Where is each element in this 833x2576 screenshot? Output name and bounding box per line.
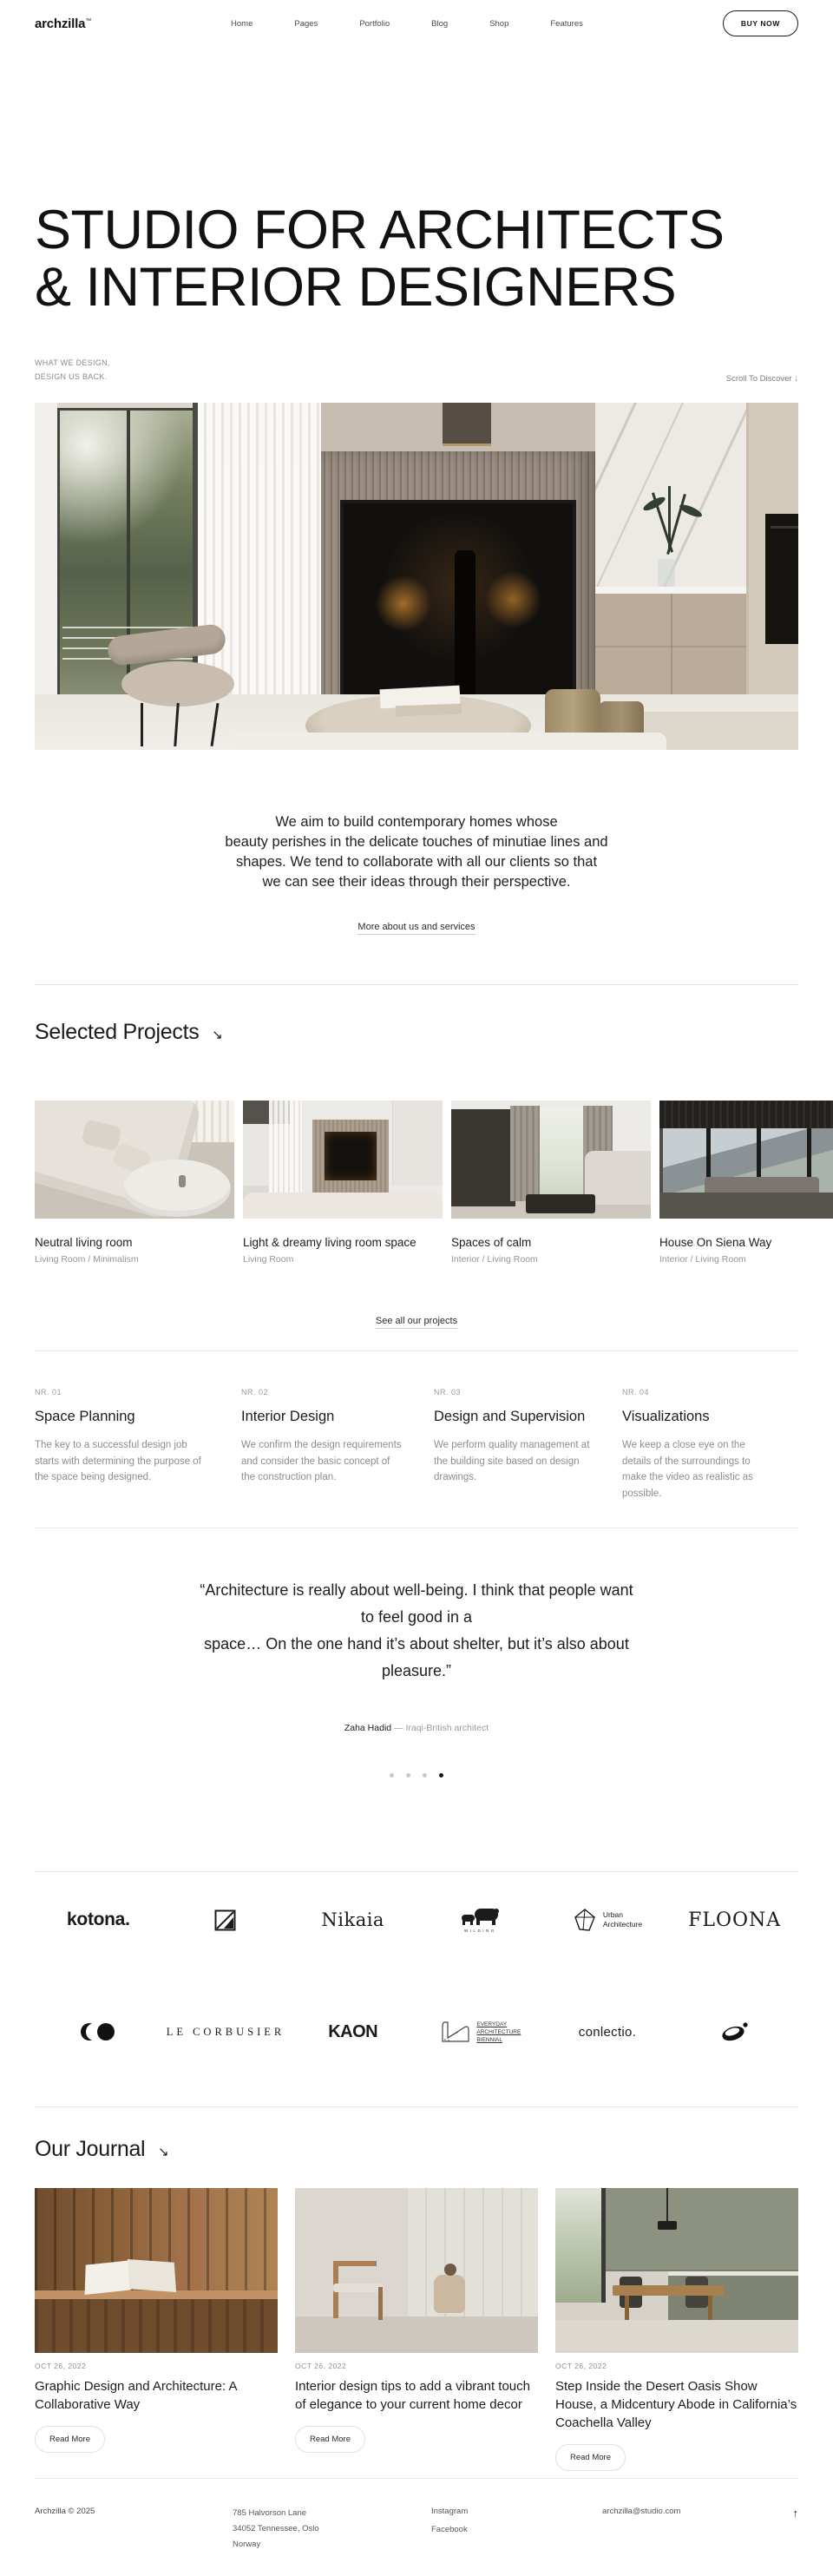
journal-heading-text: Our Journal <box>35 2137 146 2161</box>
brand-logo[interactable] <box>35 16 91 31</box>
project-title[interactable]: Light & dreamy living room space <box>243 1236 416 1249</box>
main-nav <box>231 19 583 29</box>
carousel-dot-4-active[interactable] <box>439 1773 443 1778</box>
logo-urban-line1: Urban <box>602 1910 623 1919</box>
floor-shape <box>555 2320 798 2353</box>
tv-wall-shape <box>451 1109 515 1206</box>
project-title[interactable]: Spaces of calm <box>451 1236 532 1249</box>
service-item <box>622 1388 798 1502</box>
site-footer <box>35 2507 798 2576</box>
about-line: shapes. We tend to collaborate with all our clients so that <box>235 854 598 870</box>
circles-icon <box>79 2021 117 2042</box>
logo-nikaia <box>321 1909 384 1930</box>
pendant-light-shape <box>658 2221 677 2230</box>
logo-swirl-mark <box>719 2021 751 2043</box>
logo-biennial-line3: BIENNIAL <box>476 2036 502 2043</box>
curtain-shape <box>510 1106 540 1201</box>
wall-shape <box>392 1101 443 1186</box>
window-shape <box>536 1107 587 1196</box>
instagram-link[interactable]: Instagram <box>431 2507 469 2516</box>
about-text <box>191 812 642 892</box>
projects-heading-text: Selected Projects <box>35 1020 200 1044</box>
see-all-projects-link[interactable]: See all our projects <box>376 1316 457 1329</box>
footer-email-wrap <box>602 2507 793 2516</box>
hero-lower-cabinets <box>595 594 746 694</box>
address-line1: 785 Halvorson Lane <box>233 2508 307 2518</box>
logo-everyday-architecture-biennial <box>439 2020 521 2044</box>
service-text: We keep a close eye on the details of the surroundings to make the video as realistic as possible. <box>622 1440 753 1499</box>
hero-chair-seat <box>121 661 234 706</box>
quote-author: Zaha Hadid <box>344 1723 392 1733</box>
sketch-icon <box>439 2020 470 2044</box>
read-more-button[interactable]: Read More <box>555 2444 626 2471</box>
logo-square-a <box>214 1909 236 1931</box>
logo-biennial-line1: EVERYDAY <box>476 2021 508 2027</box>
project-meta: Interior / Living Room <box>451 1254 538 1265</box>
footer-copyright: Archzilla © 2025 <box>35 2507 95 2516</box>
service-item <box>35 1388 241 1502</box>
address-line3: Norway <box>233 2540 261 2549</box>
back-to-top-button[interactable]: ↑ <box>792 2507 798 2520</box>
service-number: NR. 04 <box>622 1388 650 1396</box>
pendant-light-shape <box>666 2188 668 2221</box>
chair-shape <box>333 2261 377 2266</box>
logo-conlectio <box>579 2025 636 2040</box>
gem-icon <box>573 1908 597 1932</box>
logo-wilding-text: WILDING <box>463 1928 496 1933</box>
logo-kaon <box>328 2022 377 2042</box>
vase-shape <box>179 1175 186 1187</box>
section-divider <box>35 1350 798 1351</box>
journal-image-desert-oasis[interactable] <box>555 2188 798 2353</box>
logo-wilding <box>461 1908 499 1933</box>
site-header <box>0 0 833 36</box>
project-meta: Living Room <box>243 1254 294 1265</box>
project-title[interactable]: House On Siena Way <box>659 1236 772 1249</box>
buy-now-button[interactable]: BUY NOW <box>723 10 798 36</box>
quote-text <box>113 1577 720 1685</box>
read-more-button[interactable]: Read More <box>295 2426 365 2453</box>
hero-countertop <box>595 587 746 594</box>
carousel-dot-1[interactable] <box>390 1773 394 1778</box>
chair-shape <box>378 2287 383 2320</box>
shelf-shape <box>35 2290 278 2299</box>
projects-carousel[interactable] <box>35 1101 833 1265</box>
project-card[interactable] <box>35 1101 234 1265</box>
table-leg-shape <box>708 2296 712 2320</box>
window-shape <box>555 2188 606 2303</box>
hero-oven <box>765 514 798 644</box>
quote-line: “Architecture is really about well-being. I think that people want <box>200 1581 633 1599</box>
table-shape <box>613 2285 724 2296</box>
slats-shape <box>35 2299 278 2353</box>
quote-author-role: — Iraqi-British architect <box>391 1723 489 1733</box>
open-book-shape <box>85 2260 133 2295</box>
nav-item-home[interactable]: Home <box>231 18 253 29</box>
logo-biennial-line2: ARCHITECTURE <box>476 2028 521 2035</box>
arrow-down-right-icon: ↘ <box>212 1028 223 1042</box>
tv-shape <box>325 1132 377 1180</box>
address-line2: 34052 Tennessee, Oslo <box>233 2524 319 2533</box>
service-number: NR. 01 <box>35 1388 62 1396</box>
service-title: Visualizations <box>622 1409 710 1424</box>
logo-kotona-text: kotona. <box>67 1909 130 1929</box>
projects-heading <box>35 1020 798 1045</box>
section-divider <box>35 2106 798 2107</box>
nav-item-features[interactable]: Features <box>550 18 583 29</box>
hero-title <box>35 201 798 316</box>
service-item <box>241 1388 434 1502</box>
journal-title[interactable]: Graphic Design and Architecture: A Collaborative Way <box>35 2379 237 2412</box>
hero-tagline <box>35 356 110 384</box>
journal-date: OCT 26, 2022 <box>35 2362 87 2370</box>
about-link-wrap <box>0 918 833 934</box>
logo-urban-line2: Architecture <box>602 1920 643 1929</box>
quote-line: pleasure.” <box>381 1662 452 1679</box>
journal-date: OCT 26, 2022 <box>295 2362 347 2370</box>
services-grid <box>35 1388 798 1502</box>
project-meta: Interior / Living Room <box>659 1254 746 1265</box>
logo-floona <box>688 1909 781 1931</box>
journal-heading <box>35 2137 798 2162</box>
project-card[interactable] <box>243 1101 443 1265</box>
floor-shape <box>659 1193 833 1219</box>
hero-title-line2: & INTERIOR DESIGNERS <box>35 257 677 318</box>
nav-item-blog[interactable]: Blog <box>431 18 449 29</box>
project-image-house-on-siena-way[interactable] <box>659 1101 833 1219</box>
footer-divider <box>35 2478 798 2479</box>
quote-attribution <box>0 1723 833 1733</box>
logo-le-corbusier <box>167 2026 285 2039</box>
brand-trademark: ™ <box>85 17 92 24</box>
journal-grid <box>35 2188 798 2471</box>
person-shape <box>434 2275 465 2313</box>
service-number: NR. 03 <box>434 1388 462 1396</box>
table-leg-shape <box>625 2296 629 2320</box>
sofa-shape <box>243 1193 443 1219</box>
service-number: NR. 02 <box>241 1388 269 1396</box>
facebook-link[interactable]: Facebook <box>431 2525 468 2534</box>
coffee-table-shape <box>526 1194 595 1213</box>
brand-name: archzilla <box>35 16 86 31</box>
person-shape <box>444 2264 456 2276</box>
logo-kaon-text: KAON <box>328 2021 378 2041</box>
nav-item-portfolio[interactable]: Portfolio <box>359 18 390 29</box>
project-meta: Living Room / Minimalism <box>35 1254 139 1265</box>
square-a-icon <box>214 1909 236 1931</box>
quote-line: space… On the one hand it’s about shelter, but it’s also about <box>204 1635 629 1653</box>
section-divider <box>35 984 798 985</box>
swirl-icon <box>719 2021 751 2043</box>
chair-shape <box>333 2284 384 2292</box>
more-about-link[interactable]: More about us and services <box>357 922 475 935</box>
service-title: Design and Supervision <box>434 1409 586 1424</box>
logo-le-corbusier-text: LE CORBUSIER <box>166 2025 285 2038</box>
journal-card[interactable] <box>295 2188 538 2471</box>
service-title: Interior Design <box>241 1409 335 1424</box>
logo-circles-mark <box>79 2021 117 2042</box>
email-link[interactable]: archzilla@studio.com <box>602 2507 681 2516</box>
hero-tagline-row <box>35 356 798 384</box>
nav-item-shop[interactable]: Shop <box>489 18 509 29</box>
about-line: We aim to build contemporary homes whose <box>275 814 558 830</box>
table-shape <box>123 1160 231 1217</box>
read-more-button[interactable]: Read More <box>35 2426 105 2453</box>
open-book-shape <box>128 2259 176 2292</box>
service-item <box>434 1388 622 1502</box>
journal-date: OCT 26, 2022 <box>555 2362 607 2370</box>
tagline-line2: DESIGN US BACK. <box>35 372 108 381</box>
logo-nikaia-text: Nikaia <box>321 1909 384 1930</box>
project-card[interactable] <box>451 1101 651 1265</box>
footer-social <box>431 2507 602 2543</box>
footer-address <box>233 2507 431 2553</box>
about-line: beauty perishes in the delicate touches of minutiae lines and <box>225 834 608 850</box>
journal-title[interactable]: Step Inside the Desert Oasis Show House, a Midcentury Abode in California’s Coachella Valley <box>555 2379 797 2430</box>
carousel-dot-2[interactable] <box>406 1773 410 1778</box>
logo-urban-architecture <box>573 1908 642 1932</box>
hero-framed-picture <box>443 403 491 446</box>
journal-image-magazine[interactable] <box>35 2188 278 2353</box>
cabinet-shape <box>604 2188 798 2271</box>
service-title: Space Planning <box>35 1409 135 1424</box>
service-text: We confirm the design requirements and consider the basic concept of the construction plan. <box>241 1440 402 1482</box>
project-image-light-dreamy[interactable] <box>243 1101 443 1219</box>
journal-image-interior-tips[interactable] <box>295 2188 538 2353</box>
see-all-wrap <box>0 1312 833 1328</box>
logo-kotona <box>67 1909 130 1930</box>
hero-sofa <box>233 733 666 750</box>
tagline-line1: WHAT WE DESIGN, <box>35 358 110 367</box>
hero-chair-leg <box>141 703 143 746</box>
service-text: The key to a successful design job starts with determining the purpose of the space being designed. <box>35 1440 201 1482</box>
arrow-down-right-icon: ↘ <box>157 2145 169 2159</box>
journal-card[interactable] <box>35 2188 278 2471</box>
logo-conlectio-text: conlectio. <box>578 2024 637 2040</box>
hero-vase <box>658 559 675 587</box>
hero-image <box>35 403 798 750</box>
nav-item-pages[interactable]: Pages <box>294 18 318 29</box>
hero-title-line1: STUDIO FOR ARCHITECTS <box>35 200 725 260</box>
quote-line: to feel good in a <box>360 1608 473 1626</box>
bears-icon <box>461 1908 499 1927</box>
journal-title[interactable]: Interior design tips to add a vibrant touch of elegance to your current home decor <box>295 2379 530 2412</box>
partner-logos-row-2 <box>35 1968 798 2096</box>
carousel-dot-3[interactable] <box>423 1773 427 1778</box>
service-text: We perform quality management at the building site based on design drawings. <box>434 1440 590 1482</box>
about-line: we can see their ideas through their perspective. <box>262 874 571 890</box>
project-image-spaces-of-calm[interactable] <box>451 1101 651 1219</box>
ceiling-slats-shape <box>659 1101 833 1128</box>
scroll-to-discover-link[interactable]: Scroll To Discover ↓ <box>725 374 798 384</box>
quote-carousel-dots <box>0 1773 833 1778</box>
project-image-neutral-living-room[interactable] <box>35 1101 234 1219</box>
logo-floona-text: FLOONA <box>688 1909 782 1931</box>
journal-card[interactable] <box>555 2188 798 2471</box>
project-title[interactable]: Neutral living room <box>35 1236 133 1249</box>
partner-logos-row-1 <box>35 1872 798 1968</box>
project-card[interactable] <box>659 1101 833 1265</box>
